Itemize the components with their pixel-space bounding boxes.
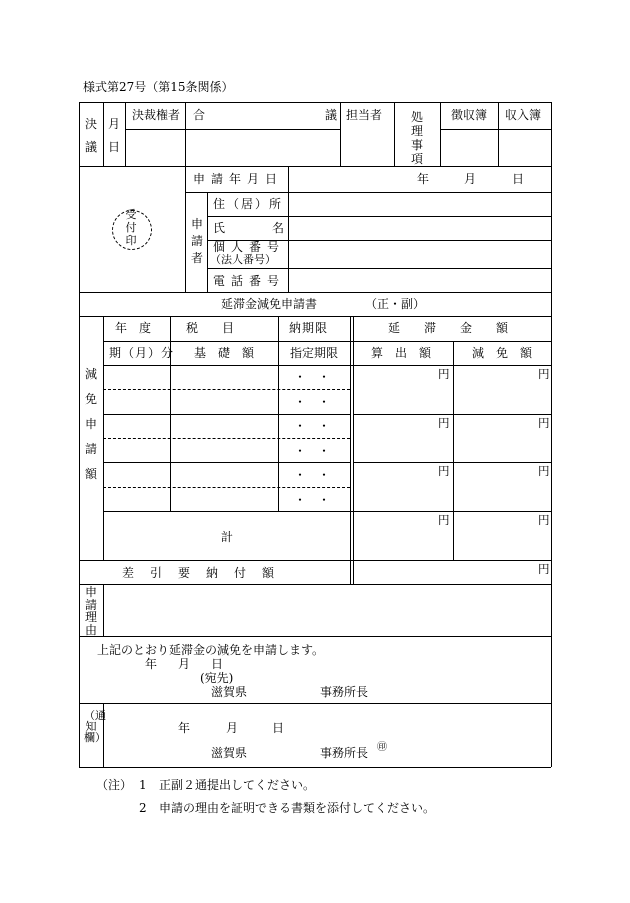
kessai-label: 決 <box>85 117 98 131</box>
tax-item-header: 税 目 <box>186 321 235 335</box>
designated-deadline-header: 指定期限 <box>290 346 339 360</box>
payment-deadline-header: 納期限 <box>289 321 329 335</box>
corporate-number-label: （法人番号） <box>210 253 276 266</box>
yen-calc-3: 円 <box>438 464 450 478</box>
form-caption: 様式第27号（第15条関係） <box>83 80 234 94</box>
declaration-prefecture: 滋賀県 <box>211 685 248 699</box>
period-header: 期（月）分 <box>109 346 175 360</box>
reduction-amount-side-label: 減免申請額 <box>84 367 97 481</box>
note-2-text: 申請の理由を証明できる書類を添付してください。 <box>159 801 436 815</box>
reduction-amount-header: 減 免 額 <box>472 346 533 360</box>
name-label-2: 名 <box>272 221 285 235</box>
name-label-1: 氏 <box>213 221 226 235</box>
net-payable-label: 差 引 要 納 付 額 <box>122 566 277 580</box>
notice-month: 月 <box>226 721 239 735</box>
application-year: 年 <box>417 172 430 186</box>
applicant-group-label: 申請者 <box>190 217 203 265</box>
yen-reduce-1: 円 <box>538 367 550 381</box>
reception-stamp-label: 受付印 <box>125 208 137 247</box>
total-label: 計 <box>221 530 234 544</box>
note-1-text: 正副２通提出してください。 <box>159 778 316 792</box>
address-label: 住（居）所 <box>213 197 284 211</box>
yen-reduce-3: 円 <box>538 464 550 478</box>
notice-year: 年 <box>178 721 191 735</box>
collection-ledger-label: 徴収簿 <box>451 108 488 122</box>
deadline-dots-1: ・ ・ <box>294 370 331 384</box>
notes-label: （注） <box>96 778 133 792</box>
document-title: 延滞金減免申請書 <box>221 297 318 311</box>
consultation-label-1: 合 <box>193 108 206 122</box>
approver-label: 決裁権者 <box>132 108 181 122</box>
document-copy-type: （正・副） <box>365 297 426 311</box>
declaration-text: 上記のとおり延滞金の減免を申請します。 <box>97 643 325 657</box>
notice-prefecture: 滋賀県 <box>211 746 248 760</box>
note-1-number: 1 <box>139 778 147 792</box>
deadline-dots-4: ・ ・ <box>294 444 331 458</box>
deadline-dots-2: ・ ・ <box>294 395 331 409</box>
notice-office-head: 事務所長 <box>320 746 369 760</box>
yen-calc-2: 円 <box>438 416 450 430</box>
declaration-office-head: 事務所長 <box>320 685 369 699</box>
application-date-label: 申請年月日 <box>193 172 284 186</box>
month-label: 月 <box>108 117 121 131</box>
deadline-dots-6: ・ ・ <box>294 493 331 507</box>
yen-net-payable: 円 <box>538 562 550 576</box>
declaration-day: 日 <box>211 657 224 671</box>
yen-calc-1: 円 <box>438 367 450 381</box>
yen-reduce-total: 円 <box>538 513 550 527</box>
deadline-dots-5: ・ ・ <box>294 468 331 482</box>
declaration-year: 年 <box>145 657 158 671</box>
calculated-amount-header: 算 出 額 <box>371 346 432 360</box>
application-month: 月 <box>464 172 477 186</box>
personal-number-label: 個人番号 <box>213 240 286 254</box>
note-2-number: 2 <box>139 801 147 815</box>
day-label: 日 <box>108 140 121 154</box>
late-fee-amount-header: 延 滞 金 額 <box>388 321 509 335</box>
base-amount-header: 基 礎 額 <box>194 346 255 360</box>
phone-label: 電話番号 <box>213 274 286 288</box>
addressee-label: (宛先) <box>200 671 234 685</box>
yen-reduce-2: 円 <box>538 416 550 430</box>
income-ledger-label: 収入簿 <box>505 108 542 122</box>
consultation-label-2: 議 <box>325 108 338 122</box>
fiscal-year-header: 年 度 <box>115 321 152 335</box>
person-in-charge-label: 担当者 <box>346 108 383 122</box>
seal-icon: ㊞ <box>377 742 387 753</box>
application-day: 日 <box>512 172 525 186</box>
yen-calc-total: 円 <box>438 513 450 527</box>
gi-label: 議 <box>85 140 98 154</box>
notice-label: （通知欄） <box>84 709 106 744</box>
deadline-dots-3: ・ ・ <box>294 419 331 433</box>
processing-matters-label: 処理事項 <box>410 110 423 166</box>
notice-day: 日 <box>272 721 285 735</box>
reason-label: 申請理由 <box>84 585 97 637</box>
declaration-month: 月 <box>178 657 191 671</box>
